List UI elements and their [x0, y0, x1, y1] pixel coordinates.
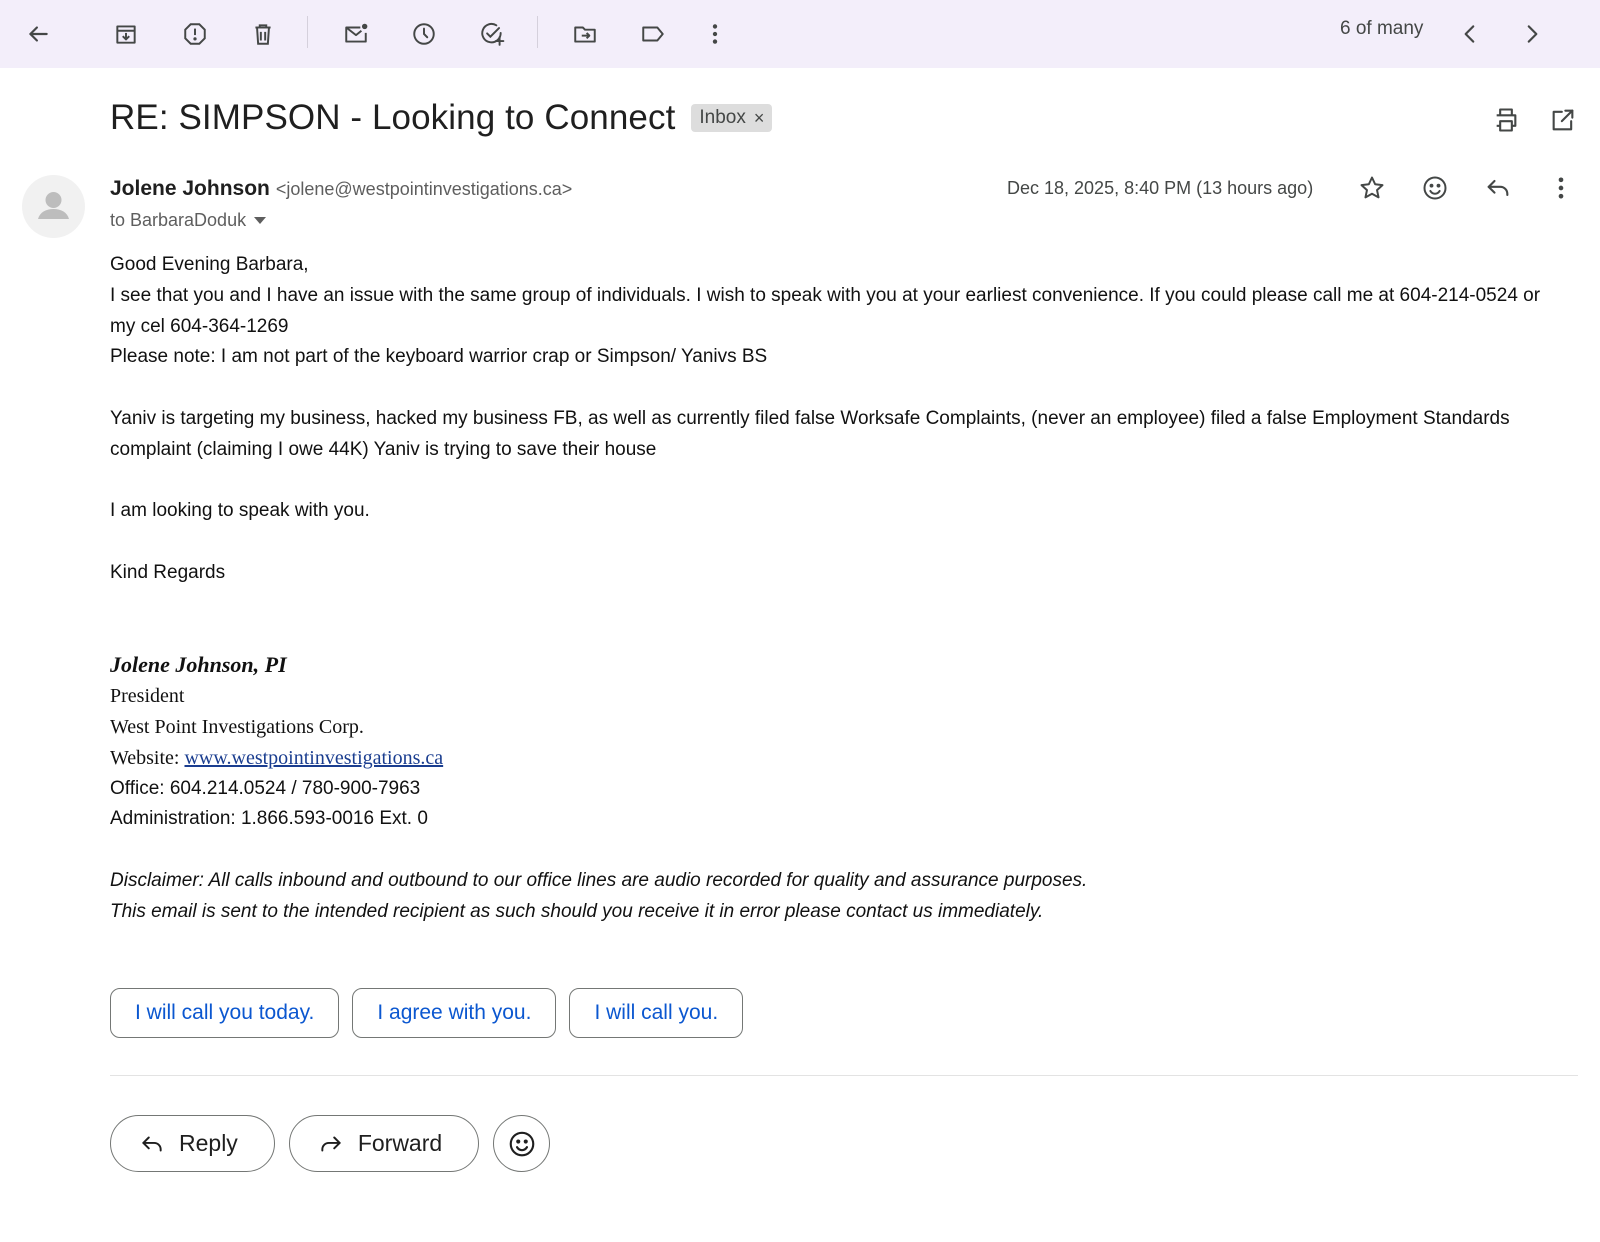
- divider: [110, 1075, 1578, 1076]
- email-body: [110, 250, 1570, 928]
- sender-line: [110, 177, 572, 201]
- delete-icon[interactable]: [243, 14, 283, 54]
- body-closing: Kind Regards: [110, 561, 226, 583]
- more-vert-icon[interactable]: [695, 14, 735, 54]
- action-row: [110, 1115, 550, 1172]
- body-paragraph: I am looking to speak with you.: [110, 500, 370, 522]
- snooze-icon[interactable]: [404, 14, 444, 54]
- message-date: Dec 18, 2025, 8:40 PM (13 hours ago): [1007, 178, 1314, 198]
- star-icon[interactable]: [1352, 168, 1392, 208]
- pager-count: 6 of many: [1340, 18, 1424, 39]
- forward-button[interactable]: [289, 1115, 479, 1172]
- person-icon: [22, 175, 85, 238]
- recipient-line: [110, 210, 266, 231]
- body-paragraph: Please note: I am not part of the keyboard warrior crap or Simpson/ Yanivs BS: [110, 346, 768, 368]
- reply-label: Reply: [179, 1130, 238, 1156]
- signature-name: Jolene Johnson, PI: [110, 652, 287, 678]
- smart-reply-button[interactable]: I will call you today.: [110, 988, 339, 1038]
- website-label: Website:: [110, 746, 185, 769]
- move-to-icon[interactable]: [565, 14, 605, 54]
- react-emoji-button[interactable]: [493, 1115, 550, 1172]
- toolbar-separator: [537, 16, 538, 48]
- disclaimer-line: Disclaimer: All calls inbound and outbound to our office lines are audio recorded for quality and assurance purposes.: [110, 869, 1088, 891]
- emoji-reaction-icon[interactable]: [1415, 168, 1455, 208]
- subject-row: [110, 98, 772, 138]
- website-link[interactable]: www.westpointinvestigations.ca: [184, 746, 444, 769]
- signature-company: West Point Investigations Corp.: [110, 715, 364, 738]
- archive-icon[interactable]: [106, 14, 146, 54]
- sender-email: <jolene@westpointinvestigations.ca>: [275, 179, 573, 199]
- sender-avatar[interactable]: [22, 175, 85, 238]
- emoji-icon: [507, 1129, 537, 1159]
- body-paragraph: I see that you and I have an issue with the same group of individuals. I wish to speak with you at your earliest convenience. If you could please call me at 604-214-0524 or my cel 604-364-1269: [110, 284, 1541, 337]
- smart-reply-button[interactable]: I will call you.: [569, 988, 743, 1038]
- signature-website: [110, 743, 1570, 774]
- signature-title: President: [110, 685, 185, 708]
- chevron-left-icon[interactable]: [1450, 14, 1490, 54]
- reply-arrow-icon: [139, 1131, 165, 1157]
- show-details-caret-icon[interactable]: [254, 217, 266, 224]
- email-subject: RE: SIMPSON - Looking to Connect: [110, 98, 676, 137]
- toolbar-separator: [307, 16, 308, 48]
- recipient-text: to BarbaraDoduk: [110, 210, 247, 230]
- reply-icon[interactable]: [1478, 168, 1518, 208]
- open-in-new-window-icon[interactable]: [1543, 100, 1583, 140]
- body-paragraph: Yaniv is targeting my business, hacked my business FB, as well as currently filed false Worksafe Complaints, (never an employee) filed a false Employment Standards complaint (claiming I owe 44K) Yaniv is trying to save their house: [110, 407, 1510, 460]
- message-more-vert-icon[interactable]: [1541, 168, 1581, 208]
- report-spam-icon[interactable]: [175, 14, 215, 54]
- remove-label-icon[interactable]: ×: [753, 107, 765, 128]
- signature-administration: Administration: 1.866.593-0016 Ext. 0: [110, 808, 428, 830]
- sender-name[interactable]: Jolene Johnson: [110, 177, 270, 200]
- reply-button[interactable]: [110, 1115, 275, 1172]
- label-chip-text: Inbox: [699, 107, 746, 128]
- print-icon[interactable]: [1486, 100, 1526, 140]
- toolbar: [0, 0, 1600, 68]
- forward-label: Forward: [357, 1130, 443, 1156]
- mark-unread-icon[interactable]: [336, 14, 376, 54]
- signature-office: Office: 604.214.0524 / 780-900-7963: [110, 777, 421, 799]
- smart-replies: [110, 988, 743, 1038]
- smart-reply-button[interactable]: I agree with you.: [352, 988, 556, 1038]
- add-to-tasks-icon[interactable]: [472, 14, 512, 54]
- forward-arrow-icon: [318, 1131, 344, 1157]
- chevron-right-icon[interactable]: [1512, 14, 1552, 54]
- body-greeting: Good Evening Barbara,: [110, 254, 309, 275]
- inbox-label-chip[interactable]: [691, 104, 772, 132]
- back-arrow-icon[interactable]: [18, 14, 58, 54]
- label-icon[interactable]: [633, 14, 673, 54]
- disclaimer-line: This email is sent to the intended recipient as such should you receive it in error please contact us immediately.: [110, 900, 1044, 922]
